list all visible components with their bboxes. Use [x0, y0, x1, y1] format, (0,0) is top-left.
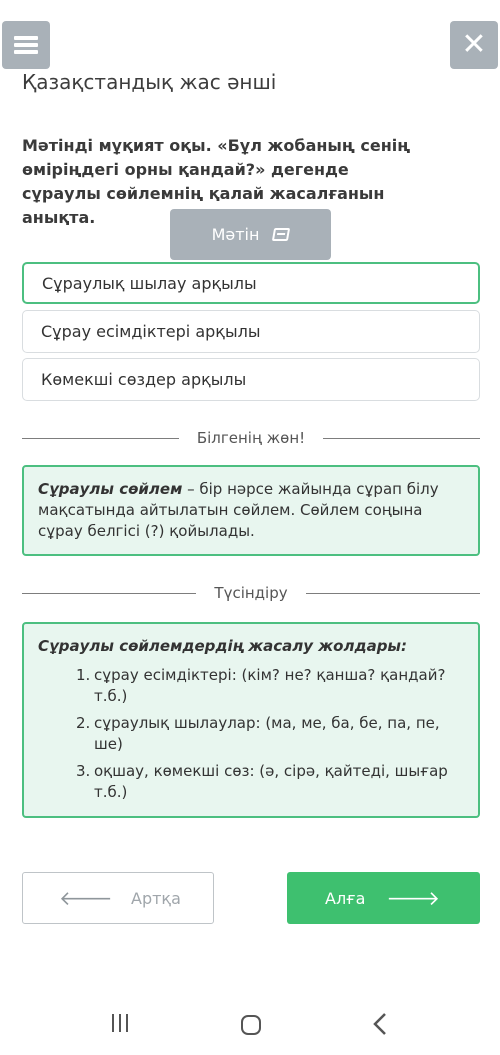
page-title: Қазақстандық жас әнші [22, 70, 277, 94]
back-button[interactable] [22, 872, 214, 924]
menu-button[interactable] [2, 21, 50, 69]
tip-note [22, 465, 480, 556]
divider-line [323, 438, 480, 439]
system-back-icon[interactable] [372, 1012, 388, 1040]
question-text: Мәтінді мұқият оқы. «Бұл жобаның сенің өміріңдегі орны қандай?» дегенде сұраулы сөйлемнің қалай жасалғанын анықта. [22, 136, 411, 227]
list-item-number: 1. [76, 666, 91, 684]
text-button[interactable] [170, 209, 331, 260]
list-item-text: сұрау есімдіктері: (кім? не? қанша? қандай? т.б.) [94, 666, 446, 705]
note-term: Сұраулы сөйлем [38, 480, 183, 498]
back-button-label: Артқа [131, 888, 181, 908]
hamburger-menu-icon [14, 36, 38, 54]
list-item-text: сұраулық шылаулар: (ма, ме, ба, бе, па, пе, ше) [94, 714, 440, 753]
divider-line [306, 593, 480, 594]
list-item [76, 713, 466, 755]
book-icon [272, 228, 290, 241]
answer-option-2[interactable] [22, 310, 480, 353]
list-item-text: оқшау, көмекші сөз: (ә, сірә, қайтеді, шығар т.б.) [94, 762, 448, 801]
list-item [76, 665, 466, 707]
answer-option-3[interactable] [22, 358, 480, 401]
divider-label: Білгенің жөн! [196, 429, 306, 447]
list-item-number: 2. [76, 714, 91, 732]
answer-option-1[interactable] [22, 262, 480, 304]
list-item-number: 3. [76, 762, 91, 780]
text-button-label: Мәтін [211, 225, 260, 244]
divider-line [22, 593, 196, 594]
list-item [76, 761, 466, 803]
next-button-label: Алға [325, 888, 366, 908]
answer-option-label: Сұраулық шылау арқылы [42, 273, 257, 293]
explanation-note [22, 622, 480, 818]
android-navigation-bar [0, 1000, 500, 1055]
answer-option-label: Көмекші сөздер арқылы [41, 370, 247, 389]
close-button[interactable] [450, 21, 498, 69]
arrow-left-icon: 🡐 [59, 886, 113, 910]
close-icon: ✕ [461, 27, 487, 62]
explanation-list [38, 665, 466, 803]
explanation-heading: Сұраулы сөйлемдердің жасалу жолдары: [38, 637, 407, 655]
section-divider-tip [22, 428, 480, 448]
note-definition: – бір нәрсе жайында сұрап білу мақсатында айтылатын сөйлем. Сөйлем соңына сұрау белгісі (?) қойылады. [38, 480, 439, 540]
divider-label: Түсіндіру [214, 584, 288, 602]
answer-option-label: Сұрау есімдіктері арқылы [41, 322, 261, 341]
arrow-right-icon: 🡒 [386, 886, 440, 910]
section-divider-explanation [22, 583, 480, 603]
next-button[interactable] [287, 872, 480, 924]
divider-line [22, 438, 179, 439]
home-icon[interactable] [241, 1015, 261, 1035]
recent-apps-icon[interactable] [112, 1014, 128, 1032]
